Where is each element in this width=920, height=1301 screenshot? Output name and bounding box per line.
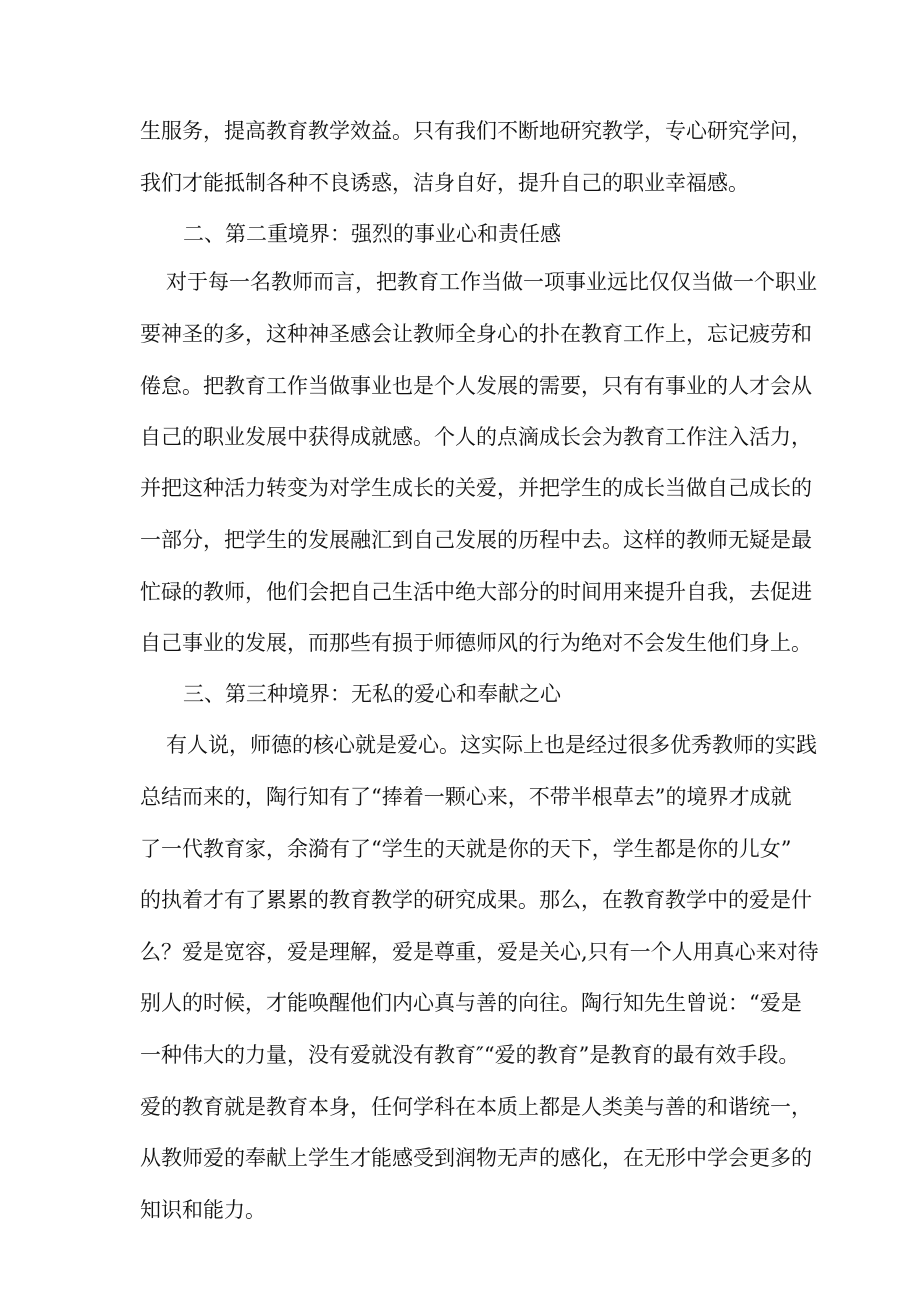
text-line: 一种伟大的力量，没有爱就没有教育″“爱的教育”是教育的最有效手段。 (140, 1043, 800, 1067)
text-line: 了一代教育家，余漪有了“学生的天就是你的天下，学生都是你的儿女” (140, 837, 792, 861)
text-line: 别人的时候，才能唤醒他们内心真与善的向往。陶行知先生曾说：“爱是 (140, 991, 802, 1015)
text-line: 知识和能力。 (140, 1198, 266, 1222)
text-line: 的执着才有了累累的教育教学的研究成果。那么，在教育教学中的爱是什 (140, 888, 812, 912)
text-line: 自己的职业发展中获得成就感。个人的点滴成长会为教育工作注入活力， (140, 425, 812, 449)
text-line: 并把这种活力转变为对学生成长的关爱，并把学生的成长当做自己成长的 (140, 476, 812, 500)
text-line: 总结而来的，陶行知有了“捧着一颗心来，不带半根草去”的境界才成就 (140, 785, 792, 809)
text-line: 倦怠。把教育工作当做事业也是个人发展的需要，只有有事业的人才会从 (140, 374, 812, 398)
text-line: 自己事业的发展，而那些有损于师德师风的行为绝对不会发生他们身上。 (140, 631, 812, 655)
text-line: 我们才能抵制各种不良诱惑，洁身自好，提升自己的职业幸福感。 (140, 171, 749, 195)
text-line: 一部分，把学生的发展融汇到自己发展的历程中去。这样的教师无疑是最 (140, 528, 812, 552)
text-line: 对于每一名教师而言，把教育工作当做一项事业远比仅仅当做一个职业 (166, 270, 817, 294)
text-line: 爱的教育就是教育本身，任何学科在本质上都是人类美与善的和谐统一， (140, 1095, 812, 1119)
section-heading: 二、第二重境界：强烈的事业心和责任感 (183, 222, 561, 246)
text-line: 生服务，提高教育教学效益。只有我们不断地研究教学，专心研究学问， (140, 119, 812, 143)
text-line: 忙碌的教师，他们会把自己生活中绝大部分的时间用来提升自我，去促进 (140, 580, 812, 604)
text-line: 从教师爱的奉献上学生才能感受到润物无声的感化，在无形中学会更多的 (140, 1146, 812, 1170)
section-heading: 三、第三种境界：无私的爱心和奉献之心 (183, 682, 561, 706)
text-line: 有人说，师德的核心就是爱心。这实际上也是经过很多优秀教师的实践 (166, 733, 817, 757)
text-line: 么？爱是宽容，爱是理解，爱是尊重，爱是关心,只有一个人用真心来对待 (140, 940, 819, 964)
text-line: 要神圣的多，这种神圣感会让教师全身心的扑在教育工作上，忘记疲劳和 (140, 322, 812, 346)
